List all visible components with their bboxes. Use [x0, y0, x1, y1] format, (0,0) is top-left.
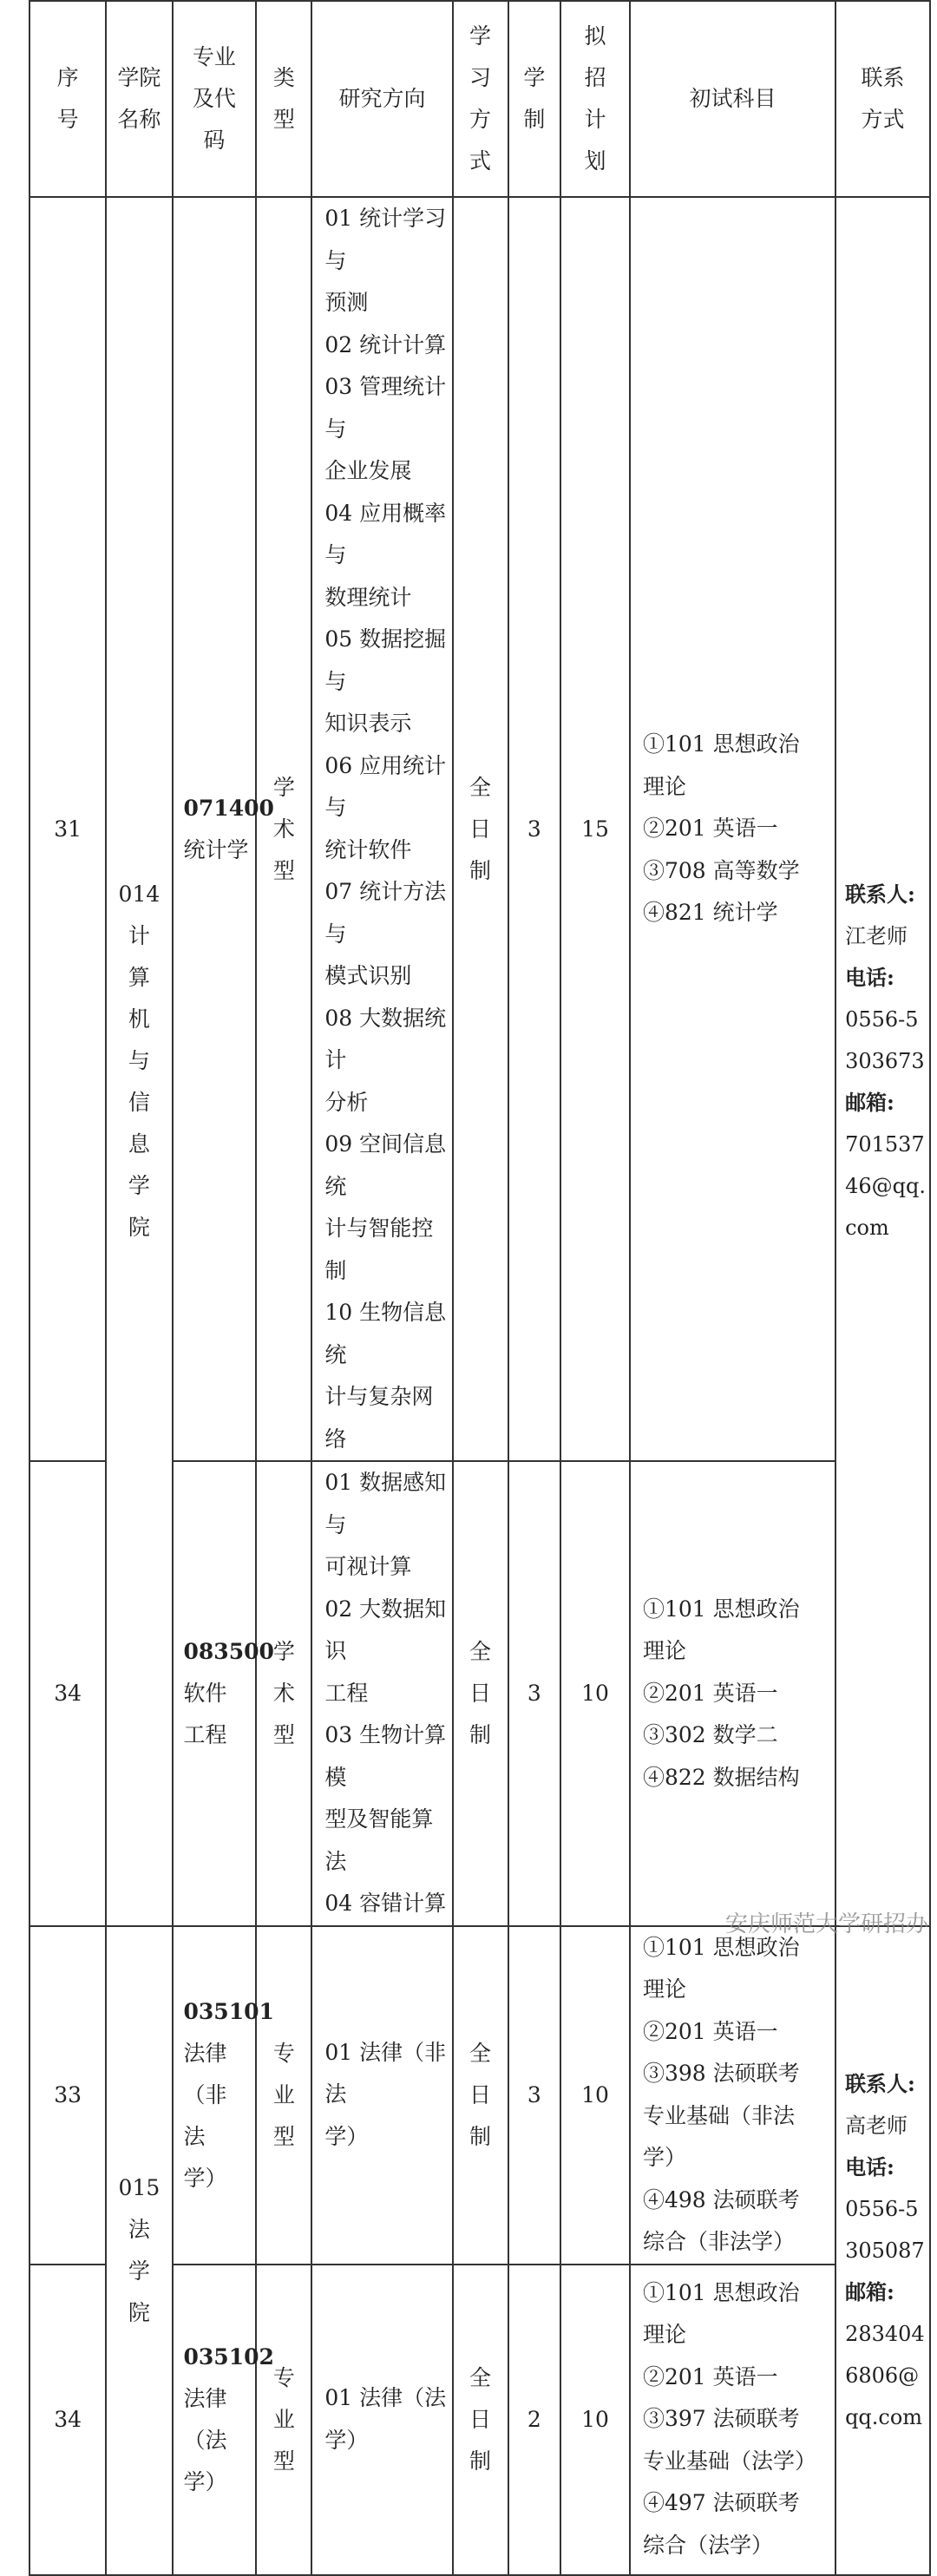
direction-line: 07 统计方法与	[324, 879, 447, 947]
contact-person: 高老师	[845, 2113, 908, 2138]
exam-line: 理论	[642, 1638, 686, 1663]
watermark: 安庆师范大学研招办	[724, 1911, 928, 1937]
direction-line: 预测	[324, 290, 369, 315]
direction-line: 可视计算	[324, 1554, 412, 1579]
contact-email-label: 邮箱:	[845, 1090, 894, 1116]
type-cell: 学术型	[256, 197, 311, 1461]
contact-person-label: 联系人:	[845, 2070, 915, 2096]
mode-cell: 全日制	[453, 1926, 508, 2265]
direction-line: 模式识别	[324, 963, 412, 988]
type-cell: 专业型	[256, 2265, 311, 2575]
contact-person-label: 联系人:	[845, 882, 915, 908]
header-contact: 联系方式	[835, 1, 930, 197]
exam-cell	[630, 2265, 835, 2575]
contact-cell	[835, 197, 930, 1926]
direction-line: 学）	[324, 2123, 369, 2149]
direction-line: 01 法律（非法	[324, 2039, 447, 2107]
header-mode: 学习方式	[453, 1, 508, 197]
direction-cell	[311, 1461, 452, 1926]
college-cell	[106, 197, 172, 1926]
exam-line: 综合（非法学）	[642, 2229, 795, 2254]
row-seq: 31	[29, 197, 106, 1461]
plan-cell: 15	[560, 197, 630, 1461]
years-cell: 2	[508, 2265, 560, 2575]
exam-line: ②201 英语一	[642, 1680, 778, 1706]
header-exam: 初试科目	[630, 1, 835, 197]
direction-cell	[311, 2265, 452, 2575]
direction-line: 06 应用统计与	[324, 752, 447, 820]
table-header-row	[29, 1, 930, 197]
exam-line: 专业基础（法学）	[642, 2448, 816, 2474]
mode-cell: 全日制	[453, 2265, 508, 2575]
college-name: 计算机与信息学院	[128, 923, 150, 1241]
contact-cell	[835, 1926, 930, 2575]
row-seq: 34	[29, 1461, 106, 1926]
exam-line: 学）	[642, 2145, 686, 2170]
exam-line: 综合（法学）	[642, 2532, 773, 2558]
contact-person: 江老师	[845, 924, 908, 949]
contact-email-label: 邮箱:	[845, 2278, 894, 2304]
contact-email: 2834046806@qq.com	[845, 2321, 925, 2429]
direction-line: 工程	[324, 1680, 369, 1706]
direction-line: 10 生物信息统	[324, 1300, 447, 1367]
plan-cell: 10	[560, 2265, 630, 2575]
mode-cell: 全日制	[453, 197, 508, 1461]
major-cell: 071400 统计学	[173, 197, 257, 1461]
exam-line: ③398 法硕联考	[642, 2061, 800, 2086]
direction-line: 企业发展	[324, 458, 412, 483]
header-seq: 序号	[29, 1, 106, 197]
college-code: 014	[118, 882, 161, 908]
major-cell: 083500 软件工程	[173, 1461, 257, 1926]
exam-cell	[630, 1461, 835, 1926]
row-seq: 33	[29, 1926, 106, 2265]
years-cell: 3	[508, 1461, 560, 1926]
direction-line: 型及智能算法	[324, 1806, 434, 1874]
direction-line: 统计软件	[324, 836, 412, 862]
years-cell: 3	[508, 1926, 560, 2265]
type-cell: 专业型	[256, 1926, 311, 2265]
direction-line: 计与智能控制	[324, 1216, 434, 1283]
direction-line: 知识表示	[324, 711, 412, 736]
contact-phone: 0556-5303673	[845, 1007, 925, 1074]
exam-line: ①101 思想政治	[642, 1934, 800, 1960]
exam-line: 理论	[642, 773, 686, 799]
exam-line: ①101 思想政治	[642, 1596, 800, 1622]
mode-cell: 全日制	[453, 1461, 508, 1926]
header-plan: 拟招计划	[560, 1, 630, 197]
contact-phone-label: 电话:	[845, 965, 894, 991]
direction-line: 01 统计学习与	[324, 206, 447, 273]
college-cell	[106, 1926, 172, 2575]
direction-line: 03 管理统计与	[324, 374, 447, 442]
exam-line: ①101 思想政治	[642, 731, 800, 757]
exam-line: 理论	[642, 1976, 686, 2002]
exam-line: ②201 英语一	[642, 2363, 778, 2389]
exam-cell	[630, 197, 835, 1461]
exam-line: 专业基础（非法	[642, 2102, 795, 2128]
exam-line: ④498 法硕联考	[642, 2186, 800, 2212]
direction-line: 04 容错计算	[324, 1891, 447, 1916]
direction-cell	[311, 1926, 452, 2265]
row-seq: 34	[29, 2265, 106, 2575]
direction-line: 09 空间信息统	[324, 1131, 447, 1199]
direction-line: 08 大数据统计	[324, 1005, 447, 1072]
contact-email: 70153746@qq.com	[845, 1132, 926, 1241]
plan-cell: 10	[560, 1461, 630, 1926]
college-code: 015	[118, 2174, 161, 2200]
exam-line: ④821 统计学	[642, 900, 778, 926]
exam-line: ③397 法硕联考	[642, 2406, 800, 2432]
exam-line: ④497 法硕联考	[642, 2490, 800, 2516]
admissions-table	[29, 0, 931, 2576]
major-cell: 035101 法律（非法学）	[173, 1926, 257, 2265]
admissions-table-container	[29, 0, 931, 2576]
direction-line: 分析	[324, 1089, 369, 1115]
direction-line: 01 法律（法学）	[324, 2385, 447, 2453]
header-direction: 研究方向	[311, 1, 452, 197]
exam-line: ①101 思想政治	[642, 2279, 800, 2305]
plan-cell: 10	[560, 1926, 630, 2265]
direction-line: 02 大数据知识	[324, 1596, 447, 1663]
exam-line: 理论	[642, 2322, 686, 2348]
direction-cell	[311, 197, 452, 1461]
direction-line: 01 数据感知与	[324, 1470, 447, 1537]
exam-cell	[630, 1926, 835, 2265]
direction-line: 05 数据挖掘与	[324, 626, 447, 694]
header-years: 学制	[508, 1, 560, 197]
exam-line: ③302 数学二	[642, 1722, 778, 1747]
contact-phone: 0556-5305087	[845, 2196, 925, 2263]
header-college: 学院名称	[106, 1, 172, 197]
direction-line: 02 统计计算	[324, 331, 447, 357]
type-cell: 学术型	[256, 1461, 311, 1926]
college-name: 法学院	[128, 2216, 150, 2325]
major-cell: 035102 法律（法学）	[173, 2265, 257, 2575]
years-cell: 3	[508, 197, 560, 1461]
table-row	[29, 1926, 930, 2265]
direction-line: 04 应用概率与	[324, 500, 447, 567]
exam-line: ②201 英语一	[642, 2018, 778, 2044]
table-row	[29, 197, 930, 1461]
exam-line: ③708 高等数学	[642, 857, 800, 883]
contact-phone-label: 电话:	[845, 2153, 894, 2179]
exam-line: ②201 英语一	[642, 816, 778, 842]
direction-line: 03 生物计算模	[324, 1722, 447, 1790]
header-major: 专业及代码	[173, 1, 257, 197]
direction-line: 数理统计	[324, 584, 412, 610]
exam-line: ④822 数据结构	[642, 1764, 800, 1790]
direction-line: 计与复杂网络	[324, 1384, 434, 1452]
header-type: 类型	[256, 1, 311, 197]
